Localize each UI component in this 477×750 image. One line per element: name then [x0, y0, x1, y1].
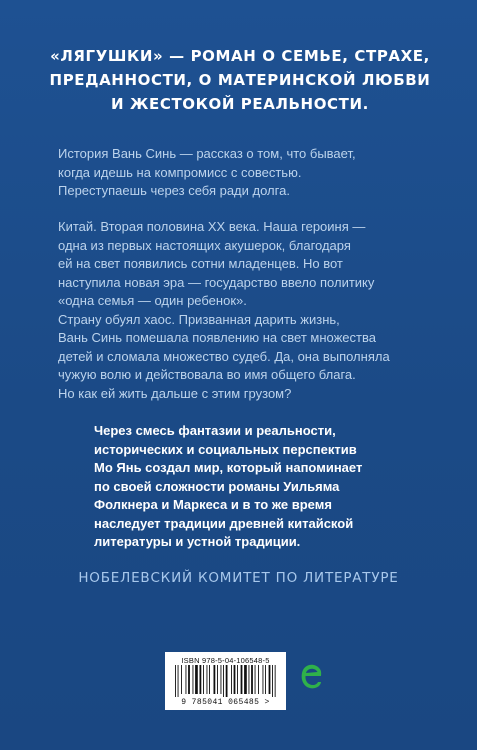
isbn-text: ISBN 978-5-04-106548-5	[181, 656, 270, 665]
text-line: наступила новая эра — государство ввело политику	[58, 274, 375, 290]
text-line: одна из первых настоящих акушерок, благодаря	[58, 237, 351, 253]
nobel-quote	[94, 422, 434, 552]
barcode-bars	[175, 665, 276, 697]
barcode-bar	[221, 665, 222, 694]
barcode-bar	[200, 665, 202, 694]
quote-line: Фолкнера и Маркеса и в то же время	[94, 497, 332, 512]
quote-line: Через смесь фантазии и реальности,	[94, 423, 336, 438]
barcode-bar	[226, 665, 228, 697]
barcode-bar	[258, 665, 259, 694]
text-line: Вань Синь помешала появлению на свет множества	[58, 330, 376, 345]
text-line: детей и сломала множество судеб. Да, она выполняла	[58, 348, 390, 364]
text-line: когда идешь на компромисс с совестью.	[58, 164, 302, 180]
barcode-bar	[249, 665, 250, 694]
barcode-bar	[195, 665, 198, 694]
text-line: Китай. Вторая половина XX века. Наша героиня —	[58, 219, 366, 234]
quote-line: Мо Янь создал мир, который напоминает	[94, 460, 363, 475]
headline	[40, 44, 440, 116]
quote-line: литературы и устной традиции.	[94, 534, 301, 549]
barcode-bar	[193, 665, 194, 694]
quote-line: по своей сложности романы Уильяма	[94, 478, 340, 494]
barcode-bar	[214, 665, 216, 694]
quote-attribution: НОБЕЛЕВСКИЙ КОМИТЕТ ПО ЛИТЕРАТУРЕ	[78, 570, 399, 586]
barcode-bar	[265, 665, 266, 694]
text-line: Но как ей жить дальше с этим грузом?	[58, 385, 292, 401]
barcode-bar	[237, 665, 238, 694]
barcode-bar	[188, 665, 190, 694]
synopsis-paragraph-1	[58, 145, 438, 201]
quote-line: наследует традиции древней китайской	[94, 515, 354, 531]
headline-line: «ЛЯГУШКИ» — РОМАН О СЕМЬЕ, СТРАХЕ,	[50, 47, 430, 65]
barcode-label	[165, 652, 286, 710]
barcode-bar	[263, 665, 264, 694]
barcode-bar	[244, 665, 247, 694]
text-line: Переступаешь через себя ради долга.	[58, 183, 290, 198]
barcode-bar	[251, 665, 253, 694]
synopsis-paragraph-2	[58, 218, 438, 403]
barcode-bar	[255, 665, 256, 694]
barcode-bar	[241, 665, 243, 694]
barcode-bar	[275, 665, 276, 697]
barcode-bar	[186, 665, 187, 694]
barcode-bar	[272, 665, 273, 697]
barcode-bar	[234, 665, 236, 694]
barcode-bar	[217, 665, 218, 694]
quote-line: исторических и социальных перспектив	[94, 441, 357, 457]
text-line: История Вань Синь — рассказ о том, что бывает,	[58, 146, 356, 161]
barcode-bar	[175, 665, 176, 697]
barcode-bar	[231, 665, 232, 694]
barcode-bar	[223, 665, 224, 697]
text-line: чужую волю и действовала во имя общего блага.	[58, 367, 356, 382]
publisher-e-logo	[298, 660, 324, 692]
barcode-bar	[181, 665, 182, 694]
barcode-digits: 9 785041 065485 >	[181, 698, 270, 707]
barcode-bar	[269, 665, 271, 694]
headline-line: И ЖЕСТОКОЙ РЕАЛЬНОСТИ.	[111, 95, 369, 113]
headline-line: ПРЕДАННОСТИ, О МАТЕРИНСКОЙ ЛЮБВИ	[49, 71, 431, 89]
barcode-bar	[178, 665, 179, 697]
barcode-bar	[209, 665, 210, 694]
barcode-bar	[207, 665, 208, 694]
text-line: ей на свет появились сотни младенцев. Но вот	[58, 256, 343, 271]
text-line: Страну обуял хаос. Призванная дарить жизнь,	[58, 311, 340, 327]
barcode-bar	[203, 665, 204, 694]
text-line: «одна семья — один ребенок».	[58, 293, 247, 308]
